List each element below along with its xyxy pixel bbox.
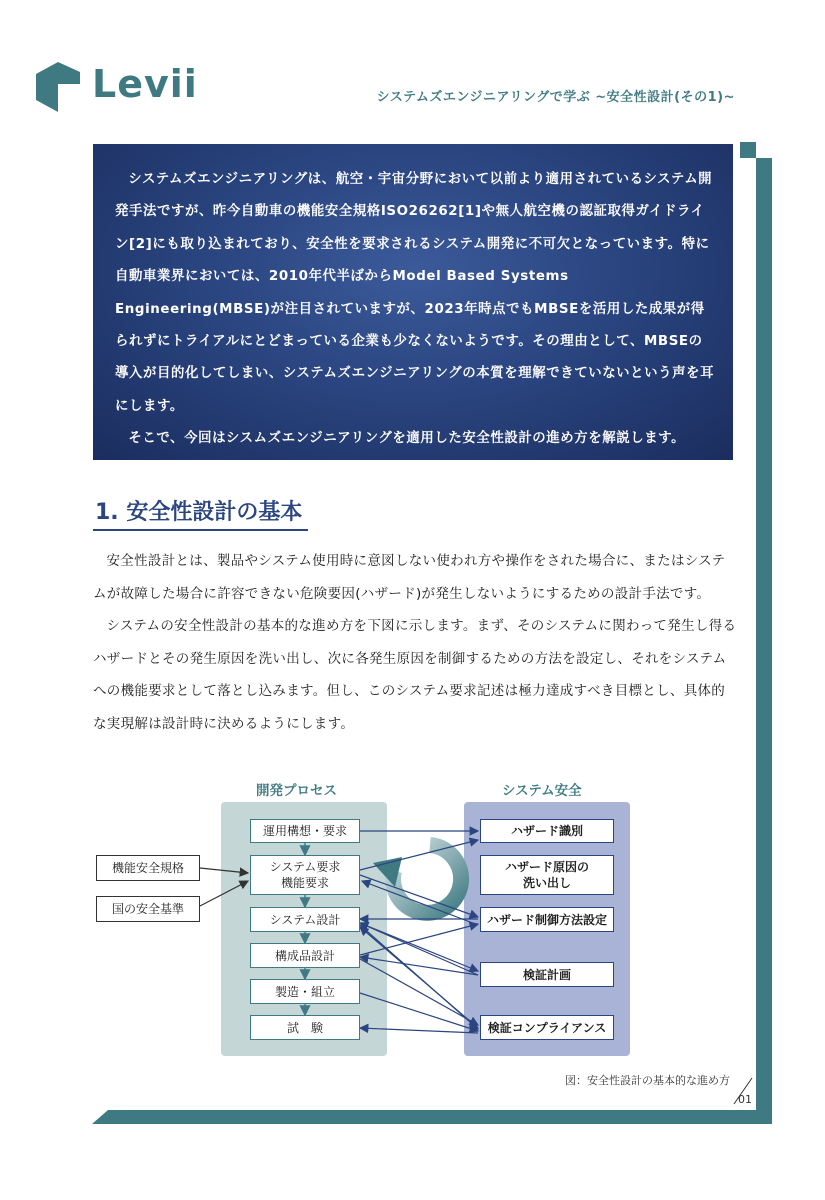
logo-text: Levii <box>92 62 198 106</box>
process-ops-concept <box>250 819 360 843</box>
body-paragraph: システムの安全性設計の基本的な進め方を下図に示します。まず、そのシステムに関わって発生し得るハザードとその発生原因を洗い出し、次に各発生原因を制御するための方法を設定し、それをシステムへの機能要求として落とし込みます。但し、このシステム要求記述は極力達成すべき目標とし、具体的な実現解は設計時に決めるようにします。 <box>93 618 737 732</box>
section-underline <box>93 529 308 531</box>
safety-verification-compliance-label: 検証コンプライアンス <box>487 1020 607 1035</box>
input-national-safety-standard-label: 国の安全基準 <box>111 902 184 916</box>
safety-hazard-control <box>480 907 614 932</box>
process-testing-label: 試 験 <box>286 1020 323 1035</box>
frame-corner <box>740 142 756 158</box>
process-system-requirements <box>250 855 360 895</box>
levii-logo <box>36 60 196 116</box>
intro-paragraph: そこで、今回はシスムズエンジニアリングを適用した安全性設計の進め方を解説します。 <box>128 431 686 447</box>
section-title: 1. 安全性設計の基本 <box>95 500 303 525</box>
diagram-arrows <box>90 775 740 1075</box>
figure-caption: 図：安全性設計の基本的な進め方 <box>565 1074 730 1087</box>
frame-bottom-cap <box>92 1110 108 1124</box>
input-national-safety-standard <box>96 896 200 922</box>
levii-logo-mark-icon <box>36 62 80 112</box>
safety-hazard-control-label: ハザード制御方法設定 <box>486 912 607 927</box>
page-number: 01 <box>738 1093 752 1106</box>
process-functional-req-label: 機能要求 <box>280 876 329 890</box>
intro-paragraph: システムズエンジニアリングは、航空・宇宙分野において以前より適用されているシステム開発手法ですが、昨今自動車の機能安全規格ISO26262[1]や無人航空機の認証取得ガイドライン[2]にも取り込まれており、安全性を要求されるシステム開発に不可欠となっています。特に自動車業界においては、2010年代半ばからModel Based Systems Engineering(MBSE)が注目されていますが、2023年時点でもMBSEを活用した成果が得られずにトライアルにとどまっている企業も少なくないようです。その理由として、MBSEの導入が目的化してしまい、システムズエンジニアリングの本質を理解できていないという声を耳にします。 <box>115 172 715 414</box>
safety-verification-compliance <box>480 1015 614 1040</box>
frame-right-bar <box>756 158 772 1124</box>
safety-verification-plan-label: 検証計画 <box>522 967 571 982</box>
safety-hazard-identification-label: ハザード識別 <box>510 824 583 838</box>
process-system-design <box>250 907 360 932</box>
document-title: システムズエンジニアリングで学ぶ ~安全性設計(その1)~ <box>376 90 735 105</box>
process-component-design <box>250 943 360 968</box>
frame-bottom-bar <box>108 1110 772 1124</box>
process-manufacturing-label: 製造・組立 <box>274 984 335 999</box>
safety-column-header: システム安全 <box>502 783 582 799</box>
safety-process-diagram <box>90 775 740 1075</box>
safety-hazard-causes-label-1: ハザード原因の <box>504 860 589 874</box>
process-ops-concept-label: 運用構想・要求 <box>262 824 347 838</box>
safety-hazard-identification <box>480 819 614 843</box>
input-functional-safety-standard <box>96 855 200 881</box>
safety-hazard-causes <box>480 855 614 895</box>
input-functional-safety-standard-label: 機能安全規格 <box>111 861 184 875</box>
safety-verification-plan <box>480 962 614 987</box>
intro-box <box>93 144 733 460</box>
safety-hazard-causes-label-2: 洗い出し <box>522 876 571 890</box>
process-system-req-label: システム要求 <box>269 860 341 874</box>
section-body <box>93 545 738 740</box>
process-system-design-label: システム設計 <box>269 912 341 927</box>
process-testing <box>250 1015 360 1040</box>
process-component-design-label: 構成品設計 <box>274 948 335 963</box>
process-column-header: 開発プロセス <box>256 783 337 799</box>
process-manufacturing <box>250 979 360 1004</box>
body-paragraph: 安全性設計とは、製品やシステム使用時に意図しない使われ方や操作をされた場合に、またはシステムが故障した場合に許容できない危険要因(ハザード)が発生しないようにするための設計手法です。 <box>93 553 726 602</box>
